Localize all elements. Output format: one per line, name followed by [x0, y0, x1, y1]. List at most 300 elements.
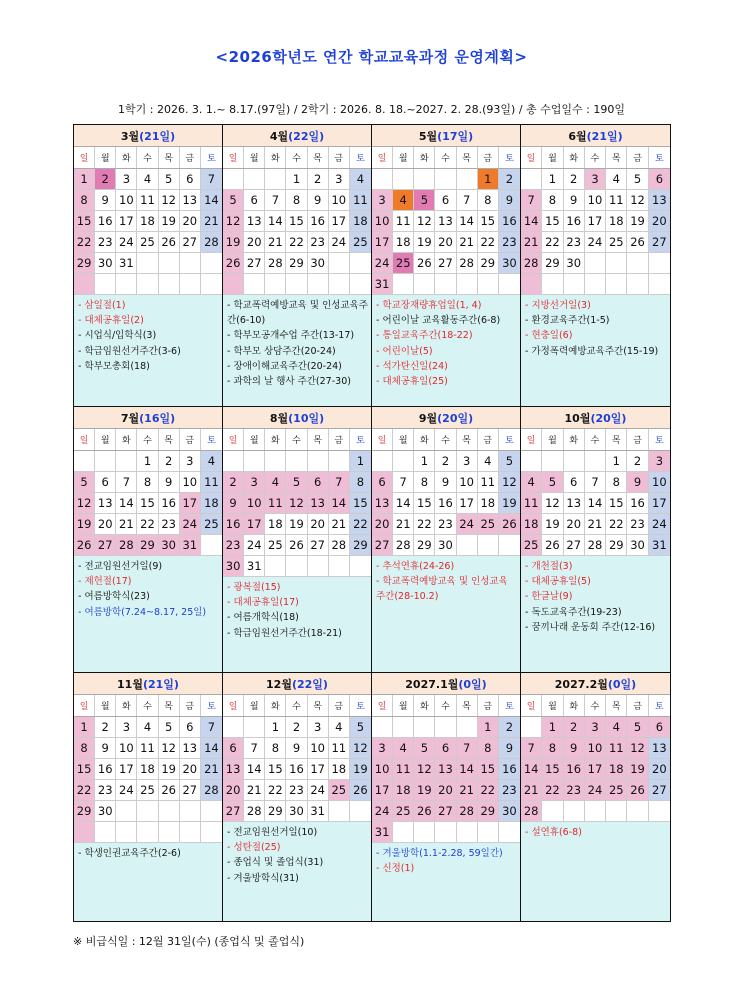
day-cell: 1	[606, 451, 627, 472]
day-cell: 7	[329, 472, 350, 493]
empty-day-cell	[585, 253, 606, 274]
day-cell: 16	[627, 493, 648, 514]
empty-day-cell	[201, 253, 222, 274]
day-cell: 21	[201, 211, 222, 232]
month-header	[74, 407, 222, 429]
day-cell: 24	[585, 232, 606, 253]
day-cell: 28	[201, 232, 222, 253]
day-cell: 15	[350, 493, 371, 514]
empty-day-cell	[74, 822, 95, 843]
day-cell: 23	[435, 514, 456, 535]
day-cell: 10	[457, 472, 478, 493]
event-note: - 여름방학(7.24~8.17, 25일)	[78, 606, 207, 618]
weekday-label: 일	[74, 147, 95, 168]
day-cell: 11	[265, 493, 286, 514]
day-cell: 22	[350, 514, 371, 535]
day-cell: 31	[116, 253, 137, 274]
day-cell: 11	[329, 738, 350, 759]
weekday-label: 월	[542, 147, 563, 168]
day-cell: 27	[180, 232, 201, 253]
empty-day-cell	[180, 253, 201, 274]
page-title: <2026학년도 연간 학교교육과정 운영계획>	[215, 48, 528, 66]
day-cell: 26	[286, 535, 307, 556]
day-cell: 9	[95, 190, 116, 211]
day-cell: 19	[627, 211, 648, 232]
day-cell: 25	[521, 535, 542, 556]
empty-day-cell	[521, 169, 542, 190]
day-cell: 24	[116, 232, 137, 253]
weekday-label: 수	[435, 429, 456, 450]
weekday-label: 일	[223, 147, 244, 168]
day-cell: 13	[95, 493, 116, 514]
event-note: - 전교임원선거일(9)	[78, 561, 163, 572]
day-cell: 19	[74, 514, 95, 535]
empty-day-cell	[457, 822, 478, 843]
day-cell: 20	[649, 759, 670, 780]
day-cell: 11	[606, 190, 627, 211]
month-panel	[521, 407, 670, 673]
day-cell: 26	[414, 253, 435, 274]
day-cell: 1	[542, 717, 563, 738]
day-cell: 22	[542, 232, 563, 253]
day-cell: 5	[159, 717, 180, 738]
day-grid	[223, 717, 371, 822]
empty-day-cell	[393, 717, 414, 738]
day-cell: 24	[649, 514, 670, 535]
day-grid	[74, 451, 222, 556]
weekday-label: 화	[116, 695, 137, 716]
day-cell: 6	[223, 738, 244, 759]
empty-day-cell	[606, 253, 627, 274]
month-label: 12월	[266, 677, 292, 691]
day-cell: 10	[585, 738, 606, 759]
empty-day-cell	[244, 717, 265, 738]
month-panel	[74, 125, 223, 407]
month-day-count: (21일)	[142, 677, 179, 691]
day-cell: 6	[95, 472, 116, 493]
month-day-count: (21일)	[139, 129, 176, 143]
empty-day-cell	[521, 717, 542, 738]
event-note: - 여름방학식(23)	[78, 591, 150, 603]
weekday-label: 토	[505, 702, 514, 712]
day-cell: 23	[159, 514, 180, 535]
month-day-count: (0일)	[458, 677, 487, 691]
month-notes	[74, 556, 222, 672]
empty-day-cell	[606, 274, 627, 295]
day-cell: 26	[159, 780, 180, 801]
month-label: 8월	[269, 411, 289, 425]
empty-day-cell	[564, 801, 585, 822]
weekday-label: 토	[356, 154, 365, 164]
day-cell: 27	[564, 535, 585, 556]
month-header	[521, 673, 670, 695]
day-cell: 25	[329, 780, 350, 801]
day-cell: 8	[478, 190, 499, 211]
day-cell: 29	[478, 801, 499, 822]
day-cell: 31	[180, 535, 201, 556]
empty-day-cell	[564, 451, 585, 472]
day-cell: 20	[435, 780, 456, 801]
empty-day-cell	[521, 274, 542, 295]
empty-day-cell	[116, 451, 137, 472]
event-note: - 설연휴(6-8)	[525, 827, 582, 838]
empty-day-cell	[478, 822, 499, 843]
day-cell: 15	[542, 211, 563, 232]
month-header	[372, 407, 520, 429]
weekday-label: 토	[655, 702, 664, 712]
weekday-label: 금	[180, 147, 201, 168]
day-cell: 24	[308, 780, 329, 801]
event-note: - 학급임원선거주간(18-21)	[227, 627, 342, 639]
day-cell: 25	[350, 232, 371, 253]
day-cell: 5	[414, 190, 435, 211]
day-grid	[521, 717, 670, 822]
day-cell: 18	[521, 514, 542, 535]
empty-day-cell	[159, 274, 180, 295]
day-cell: 4	[393, 738, 414, 759]
day-cell: 18	[137, 211, 158, 232]
month-header	[521, 125, 670, 147]
weekday-label: 금	[478, 147, 499, 168]
day-cell: 7	[585, 472, 606, 493]
empty-day-cell	[95, 451, 116, 472]
day-cell: 23	[627, 514, 648, 535]
empty-day-cell	[350, 801, 371, 822]
day-cell: 22	[606, 514, 627, 535]
day-cell: 4	[393, 190, 414, 211]
day-cell: 16	[308, 211, 329, 232]
month-header	[372, 125, 520, 147]
day-cell: 9	[95, 738, 116, 759]
month-day-count: (21일)	[586, 129, 623, 143]
month-day-count: (16일)	[139, 411, 176, 425]
day-cell: 29	[478, 253, 499, 274]
day-cell: 6	[180, 717, 201, 738]
month-header	[372, 673, 520, 695]
day-cell: 1	[478, 169, 499, 190]
event-note: - 대체공휴일(17)	[227, 597, 299, 609]
empty-day-cell	[478, 274, 499, 295]
day-grid	[223, 451, 371, 577]
day-cell: 6	[244, 190, 265, 211]
day-cell: 3	[372, 738, 393, 759]
day-cell: 3	[308, 717, 329, 738]
weekday-label: 일	[521, 147, 542, 168]
day-cell: 22	[414, 514, 435, 535]
day-cell: 8	[542, 738, 563, 759]
day-cell: 27	[649, 780, 670, 801]
month-day-count: (0일)	[607, 677, 637, 691]
day-cell: 31	[372, 274, 393, 295]
day-cell: 2	[499, 169, 520, 190]
empty-day-cell	[74, 274, 95, 295]
footer-note: ※ 비급식일 : 12월 31일(수) (종업식 및 졸업식)	[73, 935, 305, 948]
day-cell: 24	[372, 253, 393, 274]
day-cell: 15	[478, 759, 499, 780]
empty-day-cell	[372, 169, 393, 190]
day-cell: 17	[372, 232, 393, 253]
empty-day-cell	[286, 274, 307, 295]
day-cell: 27	[372, 535, 393, 556]
weekday-label: 화	[265, 429, 286, 450]
empty-day-cell	[414, 169, 435, 190]
day-cell: 2	[286, 717, 307, 738]
day-grid	[372, 451, 520, 556]
day-cell: 24	[372, 801, 393, 822]
day-cell: 19	[286, 514, 307, 535]
weekday-label: 목	[457, 695, 478, 716]
weekday-label: 목	[457, 147, 478, 168]
empty-day-cell	[499, 822, 520, 843]
day-cell: 11	[393, 211, 414, 232]
weekday-label: 일	[223, 429, 244, 450]
day-cell: 4	[521, 472, 542, 493]
empty-day-cell	[329, 274, 350, 295]
empty-day-cell	[180, 822, 201, 843]
event-note: - 지방선거일(3)	[525, 300, 591, 311]
event-note: - 종업식 및 졸업식(31)	[227, 857, 324, 869]
day-cell: 12	[223, 211, 244, 232]
day-cell: 26	[499, 514, 520, 535]
day-cell: 19	[627, 759, 648, 780]
day-cell: 28	[116, 535, 137, 556]
day-cell: 5	[286, 472, 307, 493]
day-cell: 3	[372, 190, 393, 211]
day-cell: 15	[137, 493, 158, 514]
empty-day-cell	[159, 801, 180, 822]
day-cell: 28	[201, 780, 222, 801]
day-cell: 21	[521, 780, 542, 801]
empty-day-cell	[329, 253, 350, 274]
day-cell: 14	[521, 211, 542, 232]
day-cell: 22	[137, 514, 158, 535]
event-note: - 삼일절(1)	[78, 300, 126, 311]
weekday-label: 금	[180, 429, 201, 450]
weekday-label: 금	[329, 147, 350, 168]
month-label: 5월	[418, 129, 438, 143]
day-cell: 30	[95, 801, 116, 822]
empty-day-cell	[201, 535, 222, 556]
month-notes	[74, 295, 222, 406]
month-panel	[521, 125, 670, 407]
event-note: - 학급임원선거주간(3-6)	[78, 345, 181, 357]
weekday-label: 목	[308, 695, 329, 716]
weekday-label: 목	[606, 695, 627, 716]
event-note: - 학부모공개수업 주간(13-17)	[227, 330, 355, 342]
event-note: - 겨울방학(1.1-2.28, 59일간)	[376, 848, 503, 859]
event-note: - 꿈끼나래 운동회 주간(12-16)	[525, 621, 656, 633]
empty-day-cell	[457, 274, 478, 295]
day-cell: 8	[414, 472, 435, 493]
day-cell: 28	[265, 253, 286, 274]
day-cell: 12	[499, 472, 520, 493]
empty-day-cell	[180, 801, 201, 822]
event-note: - 개천절(3)	[525, 561, 573, 572]
month-notes	[223, 295, 371, 406]
day-cell: 11	[201, 472, 222, 493]
day-cell: 8	[74, 738, 95, 759]
day-grid	[521, 451, 670, 556]
day-cell: 28	[521, 253, 542, 274]
month-notes	[521, 295, 670, 406]
day-cell: 26	[223, 253, 244, 274]
day-cell: 1	[414, 451, 435, 472]
weekday-label: 목	[159, 147, 180, 168]
event-note: - 신정(1)	[376, 863, 415, 875]
day-cell: 9	[223, 493, 244, 514]
month-panel	[223, 407, 372, 673]
day-cell: 26	[159, 232, 180, 253]
day-cell: 25	[393, 801, 414, 822]
empty-day-cell	[435, 274, 456, 295]
empty-day-cell	[393, 822, 414, 843]
day-cell: 12	[542, 493, 563, 514]
day-cell: 9	[159, 472, 180, 493]
day-cell: 17	[308, 759, 329, 780]
day-cell: 21	[521, 232, 542, 253]
weekday-label: 일	[372, 695, 393, 716]
day-cell: 12	[414, 759, 435, 780]
day-cell: 12	[350, 738, 371, 759]
day-cell: 7	[201, 717, 222, 738]
event-note: - 석가탄신일(24)	[376, 360, 448, 372]
day-cell: 18	[606, 759, 627, 780]
day-cell: 12	[414, 211, 435, 232]
empty-day-cell	[627, 274, 648, 295]
day-cell: 8	[478, 738, 499, 759]
day-cell: 19	[223, 232, 244, 253]
day-cell: 19	[350, 759, 371, 780]
month-header	[74, 125, 222, 147]
weekday-label: 토	[207, 436, 216, 446]
day-cell: 30	[627, 535, 648, 556]
day-cell: 1	[542, 169, 563, 190]
day-cell: 8	[606, 472, 627, 493]
event-note: - 광복절(15)	[227, 582, 281, 593]
day-cell: 20	[564, 514, 585, 535]
event-note: - 성탄절(25)	[227, 842, 281, 854]
weekday-header	[372, 429, 520, 451]
day-cell: 10	[116, 738, 137, 759]
month-label: 6월	[568, 129, 587, 143]
day-cell: 7	[265, 190, 286, 211]
event-note: - 겨울방학식(31)	[227, 872, 299, 884]
day-cell: 13	[435, 211, 456, 232]
day-cell: 14	[265, 211, 286, 232]
empty-day-cell	[265, 274, 286, 295]
day-grid	[372, 717, 520, 843]
event-note: - 학부모총회(18)	[78, 360, 150, 372]
month-label: 2027.1월	[405, 677, 459, 691]
day-cell: 30	[499, 801, 520, 822]
day-cell: 20	[372, 514, 393, 535]
day-cell: 14	[244, 759, 265, 780]
day-cell: 6	[372, 472, 393, 493]
day-cell: 20	[180, 211, 201, 232]
day-cell: 24	[457, 514, 478, 535]
day-cell: 9	[286, 738, 307, 759]
day-cell: 17	[116, 211, 137, 232]
day-cell: 17	[585, 211, 606, 232]
day-cell: 25	[478, 514, 499, 535]
weekday-label: 월	[95, 147, 116, 168]
empty-day-cell	[542, 451, 563, 472]
weekday-header	[372, 147, 520, 169]
day-cell: 10	[372, 759, 393, 780]
day-cell: 30	[159, 535, 180, 556]
weekday-label: 수	[585, 695, 606, 716]
day-cell: 24	[244, 535, 265, 556]
empty-day-cell	[435, 822, 456, 843]
day-cell: 29	[350, 535, 371, 556]
day-cell: 21	[116, 514, 137, 535]
empty-day-cell	[137, 274, 158, 295]
day-cell: 13	[435, 759, 456, 780]
weekday-label: 일	[521, 429, 542, 450]
day-cell: 21	[457, 232, 478, 253]
day-grid	[223, 169, 371, 295]
empty-day-cell	[627, 801, 648, 822]
empty-day-cell	[499, 274, 520, 295]
day-cell: 17	[116, 759, 137, 780]
month-notes	[223, 577, 371, 672]
event-note: - 통일교육주간(18-22)	[376, 330, 473, 342]
month-label: 7월	[120, 411, 140, 425]
weekday-label: 월	[393, 695, 414, 716]
event-note: - 과학의 날 행사 주간(27-30)	[227, 376, 351, 388]
day-cell: 28	[457, 801, 478, 822]
day-cell: 18	[606, 211, 627, 232]
day-cell: 1	[137, 451, 158, 472]
day-cell: 13	[244, 211, 265, 232]
empty-day-cell	[393, 451, 414, 472]
day-cell: 23	[499, 232, 520, 253]
day-cell: 9	[499, 190, 520, 211]
empty-day-cell	[137, 253, 158, 274]
day-cell: 13	[372, 493, 393, 514]
day-cell: 10	[244, 493, 265, 514]
empty-day-cell	[244, 451, 265, 472]
empty-day-cell	[542, 801, 563, 822]
day-cell: 11	[137, 738, 158, 759]
day-cell: 28	[329, 535, 350, 556]
event-note: - 여름개학식(18)	[227, 612, 299, 624]
day-cell: 3	[585, 717, 606, 738]
weekday-label: 수	[435, 147, 456, 168]
calendar-grid	[73, 124, 671, 922]
weekday-label: 금	[478, 429, 499, 450]
day-grid	[521, 169, 670, 295]
event-note: - 전교임원선거일(10)	[227, 827, 318, 838]
day-cell: 18	[350, 211, 371, 232]
day-cell: 24	[585, 780, 606, 801]
day-cell: 24	[116, 780, 137, 801]
day-cell: 20	[223, 780, 244, 801]
weekday-label: 목	[606, 147, 627, 168]
day-cell: 10	[180, 472, 201, 493]
day-cell: 1	[286, 169, 307, 190]
day-cell: 11	[606, 738, 627, 759]
day-cell: 17	[585, 759, 606, 780]
empty-day-cell	[393, 274, 414, 295]
day-cell: 23	[286, 780, 307, 801]
day-cell: 8	[542, 190, 563, 211]
day-cell: 30	[286, 801, 307, 822]
event-note: - 환경교육주간(1-5)	[525, 315, 610, 327]
day-cell: 18	[201, 493, 222, 514]
empty-day-cell	[201, 274, 222, 295]
weekday-label: 수	[435, 695, 456, 716]
